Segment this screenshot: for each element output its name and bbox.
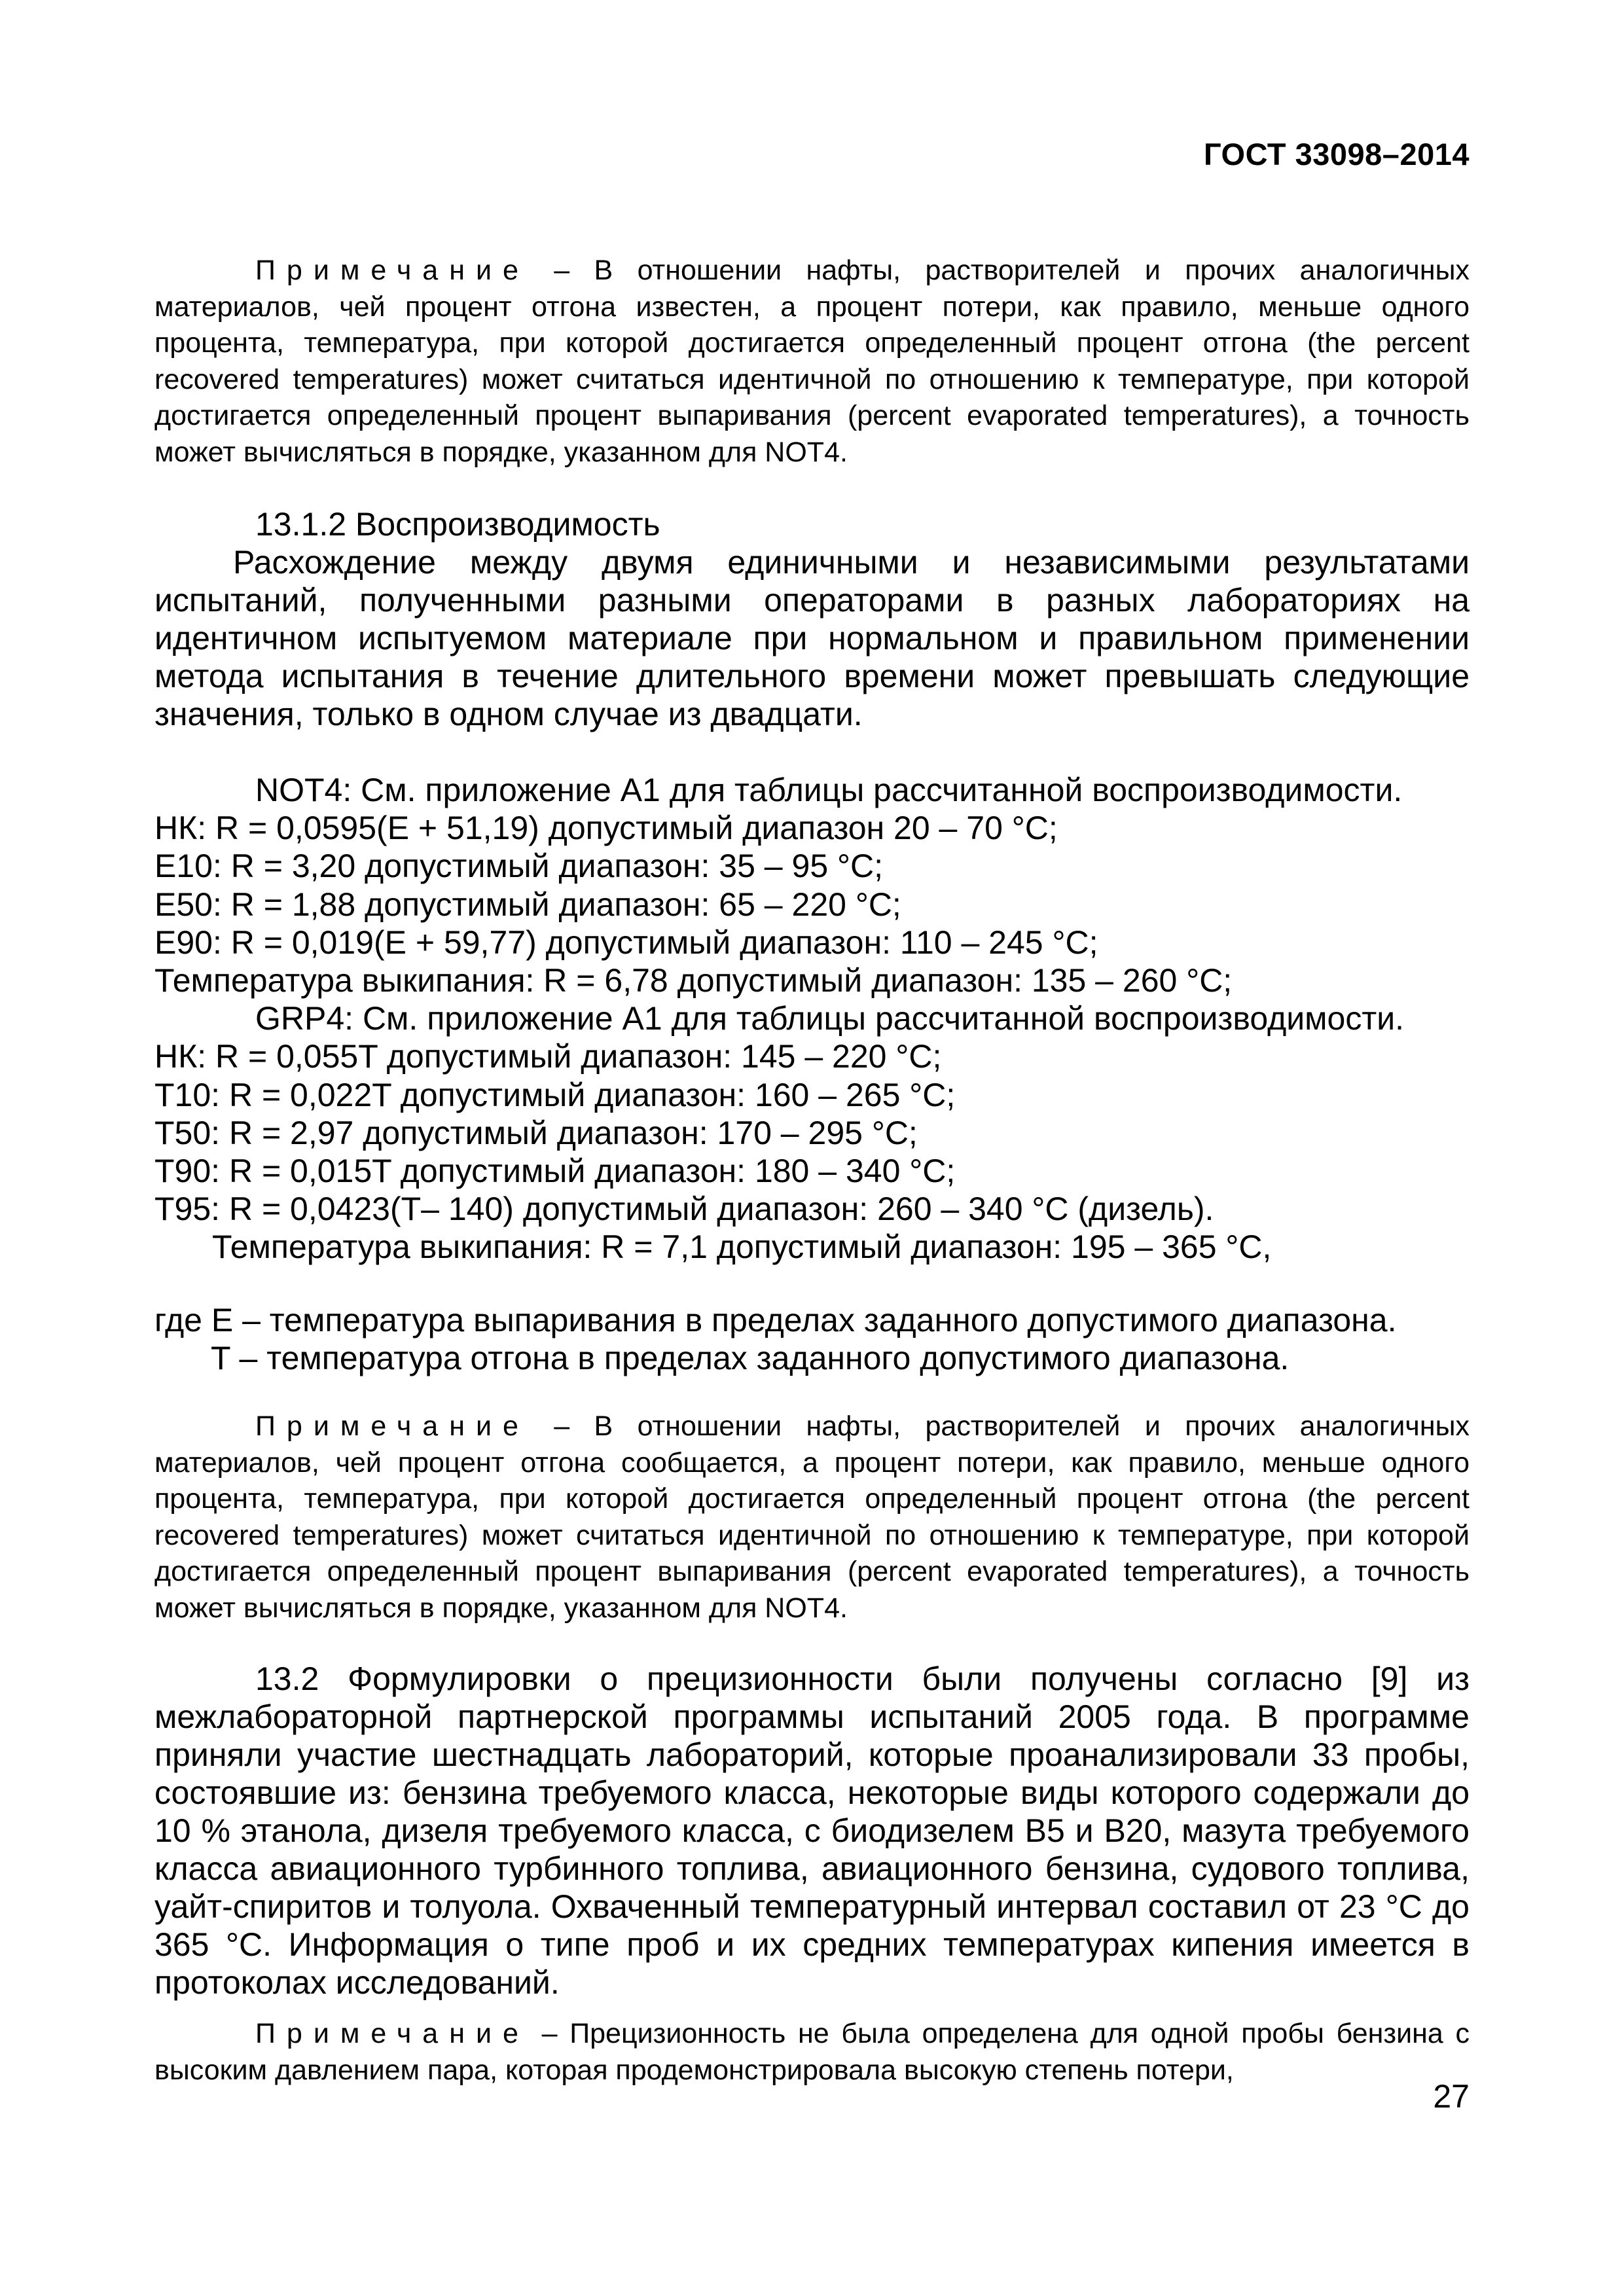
note-3 (154, 2016, 1470, 2089)
note-text: – В отношении нафты, растворителей и прочих аналогичных материалов, чей процент отгона известен, а процент потери, как правило, меньше одного процента, температура, при которой достигается определенный процент отгона (the percent recovered temperatures) может считаться идентичной по отношению к температуре, при которой достигается определенный процент выпаривания (percent evaporated temperatures), а точность может вычисляться в порядке, указанном для NOT4. (154, 255, 1470, 468)
note-text: – Прецизионность не была определена для одной пробы бензина с высоким давлением пара, которая продемонстрировала высокую степень потери, (154, 2018, 1470, 2086)
section-paragraph-13-2: 13.2 Формулировки о прецизионности были получены согласно [9] из межлабораторной партнерской программы испытаний 2005 года. В программе приняли участие шестнадцать лабораторий, которые проанализировали 33 пробы, состоявшие из: бензина требуемого класса, некоторые виды которого содержали до 10 % этанола, дизеля требуемого класса, с биодизелем В5 и В20, мазута требуемого класса авиационного турбинного топлива, авиационного бензина, судового топлива, уайт-спиритов и толуола. Охваченный температурный интервал составил от 23 °С до 365 °С. Информация о типе проб и их средних температурах кипения имеется в протоколах исследований. (154, 1660, 1470, 2001)
not4-intro: NOT4: См. приложение А1 для таблицы рассчитанной воспроизводимости. (255, 772, 1403, 808)
grp4-line: T50: R = 2,97 допустимый диапазон: 170 – 295 °С; (154, 1114, 918, 1151)
not4-line: E10: R = 3,20 допустимый диапазон: 35 – 95 °С; (154, 848, 884, 885)
note-2 (154, 1408, 1470, 1626)
note-label: Примечание (255, 2018, 530, 2049)
reproducibility-list (154, 771, 1470, 1266)
grp4-last-line: Температура выкипания: R = 7,1 допустимый диапазон: 195 – 365 °С, (212, 1229, 1272, 1266)
grp4-line: T90: R = 0,015T допустимый диапазон: 180 – 340 °С; (154, 1153, 956, 1190)
page-number: 27 (1433, 2078, 1470, 2115)
definition-t: T – температура отгона в пределах заданного допустимого диапазона. (211, 1340, 1290, 1377)
not4-line: Температура выкипания: R = 6,78 допустимый диапазон: 135 – 260 °С; (154, 962, 1233, 999)
not4-line: НК: R = 0,0595(E + 51,19) допустимый диапазон 20 – 70 °С; (154, 810, 1058, 847)
grp4-line: T10: R = 0,022T допустимый диапазон: 160 – 265 °С; (154, 1076, 956, 1113)
grp4-intro: GRP4: См. приложение А1 для таблицы рассчитанной воспроизводимости. (255, 1000, 1405, 1037)
note-label: Примечание (255, 255, 530, 286)
section-heading-13-1-2: 13.1.2 Воспроизводимость (255, 506, 660, 543)
definition-e: где E – температура выпаривания в пределах заданного допустимого диапазона. (154, 1302, 1397, 1338)
section-paragraph-13-1-2: Расхождение между двумя единичными и независимыми результатами испытаний, полученными разными операторами в разных лабораториях на идентичном испытуемом материале при нормальном и правильном применении метода испытания в течение длительного времени может превышать следующие значения, только в одном случае из двадцати. (154, 544, 1470, 732)
note-label: Примечание (255, 1410, 530, 1442)
note-1 (154, 253, 1470, 471)
grp4-line: НК: R = 0,055T допустимый диапазон: 145 – 220 °С; (154, 1038, 942, 1075)
not4-line: E50: R = 1,88 допустимый диапазон: 65 – 220 °С; (154, 886, 901, 923)
not4-line: E90: R = 0,019(E + 59,77) допустимый диапазон: 110 – 245 °С; (154, 924, 1098, 961)
definitions (154, 1301, 1470, 1377)
note-text: – В отношении нафты, растворителей и прочих аналогичных материалов, чей процент отгона сообщается, а процент потери, как правило, меньше одного процента, температура, при которой достигается определенный процент отгона (the percent recovered temperatures) может считаться идентичной по отношению к температуре, при которой достигается определенный процент выпаривания (percent evaporated temperatures), а точность может вычисляться в порядке, указанном для NOT4. (154, 1410, 1470, 1624)
grp4-line: T95: R = 0,0423(T– 140) допустимый диапазон: 260 – 340 °С (дизель). (154, 1191, 1214, 1228)
document-code: ГОСТ 33098–2014 (1203, 137, 1470, 171)
